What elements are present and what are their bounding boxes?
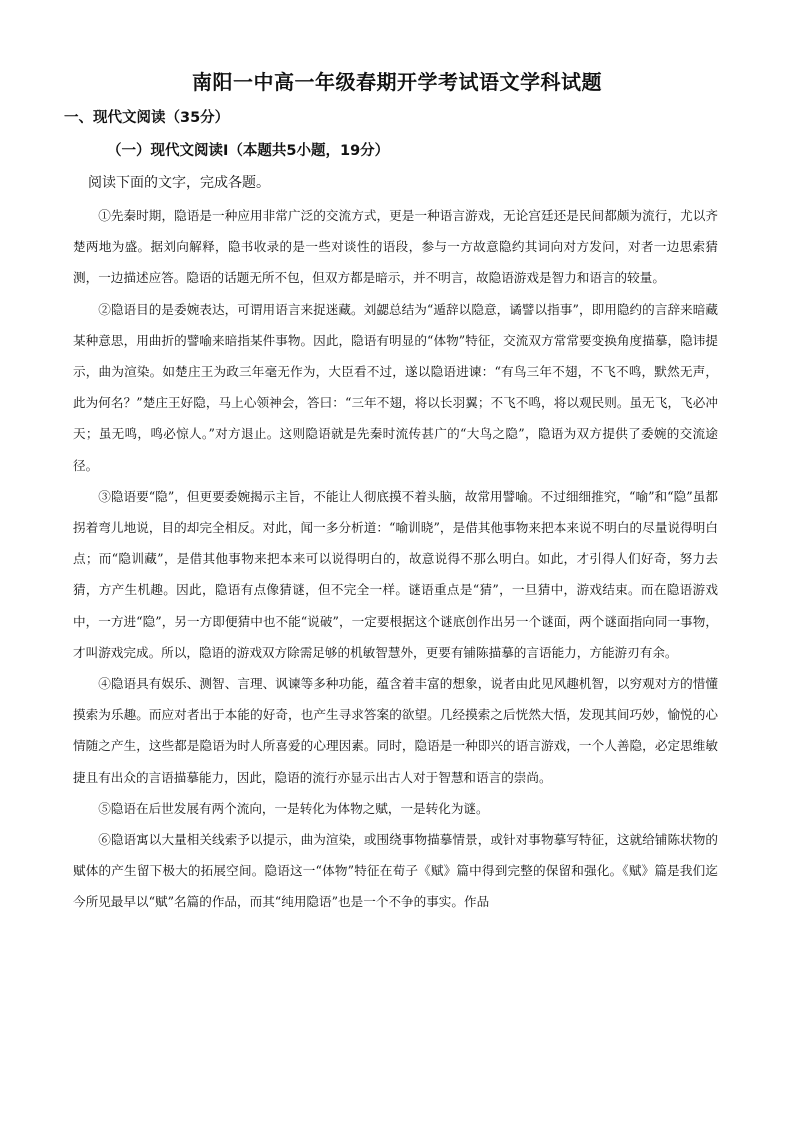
reading-instruction: 阅读下面的文字，完成各题。 <box>88 175 270 191</box>
paragraph-1: ①先秦时期，隐语是一种应用非常广泛的交流方式，更是一种语言游戏，无论宫廷还是民间都颇为流行，尤以齐楚两地为盛。据刘向解释，隐书收录的是一些对谈性的语段，参与一方故意隐约其词向对方发问，对者一边思索猜测，一边描述应答。隐语的话题无所不包，但双方都是暗示，并不明言，故隐语游戏是智力和语言的较量。 <box>73 208 718 286</box>
paragraph-6: ⑥隐语寓以大量相关线索予以提示，曲为渲染，或围绕事物描摹情景，或针对事物摹写特征，这就给铺陈状物的赋体的产生留下极大的拓展空间。隐语这一“体物”特征在荀子《赋》篇中得到完整的保留和强化。《赋》篇是我们迄今所见最早以“赋”名篇的作品，而其“纯用隐语”也是一个不争的事实。作品 <box>73 832 718 910</box>
paragraph-2: ②隐语目的是委婉表达，可谓用语言来捉迷藏。刘勰总结为“遁辞以隐意，谲譬以指事”，即用隐约的言辞来暗藏某种意思，用曲折的譬喻来暗指某件事物。因此，隐语有明显的“体物”特征，交流双方常常要变换角度描摹，隐讳提示，曲为渲染。如楚庄王为政三年毫无作为，大臣看不过，遂以隐语进谏：“有鸟三年不翅，不飞不鸣，默然无声，此为何名？”楚庄王好隐，马上心领神会，答曰：“三年不翅，将以长羽翼；不飞不鸣，将以观民则。虽无飞，飞必冲天；虽无鸣，鸣必惊人。”对方退止。这则隐语就是先秦时流传甚广的“大鸟之隐”，隐语为双方提供了委婉的交流途径。 <box>73 301 718 473</box>
paragraph-5: ⑤隐语在后世发展有两个流向，一是转化为体物之赋，一是转化为谜。 <box>98 800 489 816</box>
passage-body <box>73 200 718 918</box>
exam-title: 南阳一中高一年级春期开学考试语文学科试题 <box>192 70 602 94</box>
section-heading: 一、现代文阅读（35分） <box>64 110 230 126</box>
sub-heading: （一）现代文阅读Ⅰ（本题共5小题，19分） <box>107 143 390 159</box>
paragraph-3: ③隐语要“隐”，但更要委婉揭示主旨，不能让人彻底摸不着头脑，故常用譬喻。不过细细推究，“喻”和“隐”虽都拐着弯儿地说，目的却完全相反。对此，闻一多分析道：“喻训晓”，是借其他事物来把本来说不明白的尽量说得明白点；而“隐训藏”，是借其他事物来把本来可以说得明白的，故意说得不那么明白。如此，才引得人们好奇，努力去猜，方产生机趣。因此，隐语有点像猜谜，但不完全一样。谜语重点是“猜”，一旦猜中，游戏结束。而在隐语游戏中，一方进“隐”，另一方即便猜中也不能“说破”，一定要根据这个谜底创作出另一个谜面，两个谜面指向同一事物，才叫游戏完成。所以，隐语的游戏双方除需足够的机敏智慧外，更要有铺陈描摹的言语能力，方能游刃有余。 <box>73 488 718 660</box>
paragraph-4: ④隐语具有娱乐、测智、言理、讽谏等多种功能，蕴含着丰富的想象，说者由此见风趣机智，以穷观对方的惜懂摸索为乐趣。而应对者出于本能的好奇，也产生寻求答案的欲望。几经摸索之后恍然大悟，发现其间巧妙，愉悦的心情随之产生，这些都是隐语为时人所喜爱的心理因素。同时，隐语是一种即兴的语言游戏，一个人善隐，必定思维敏捷且有出众的言语描摹能力，因此，隐语的流行亦显示出古人对于智慧和语言的崇尚。 <box>73 676 718 785</box>
